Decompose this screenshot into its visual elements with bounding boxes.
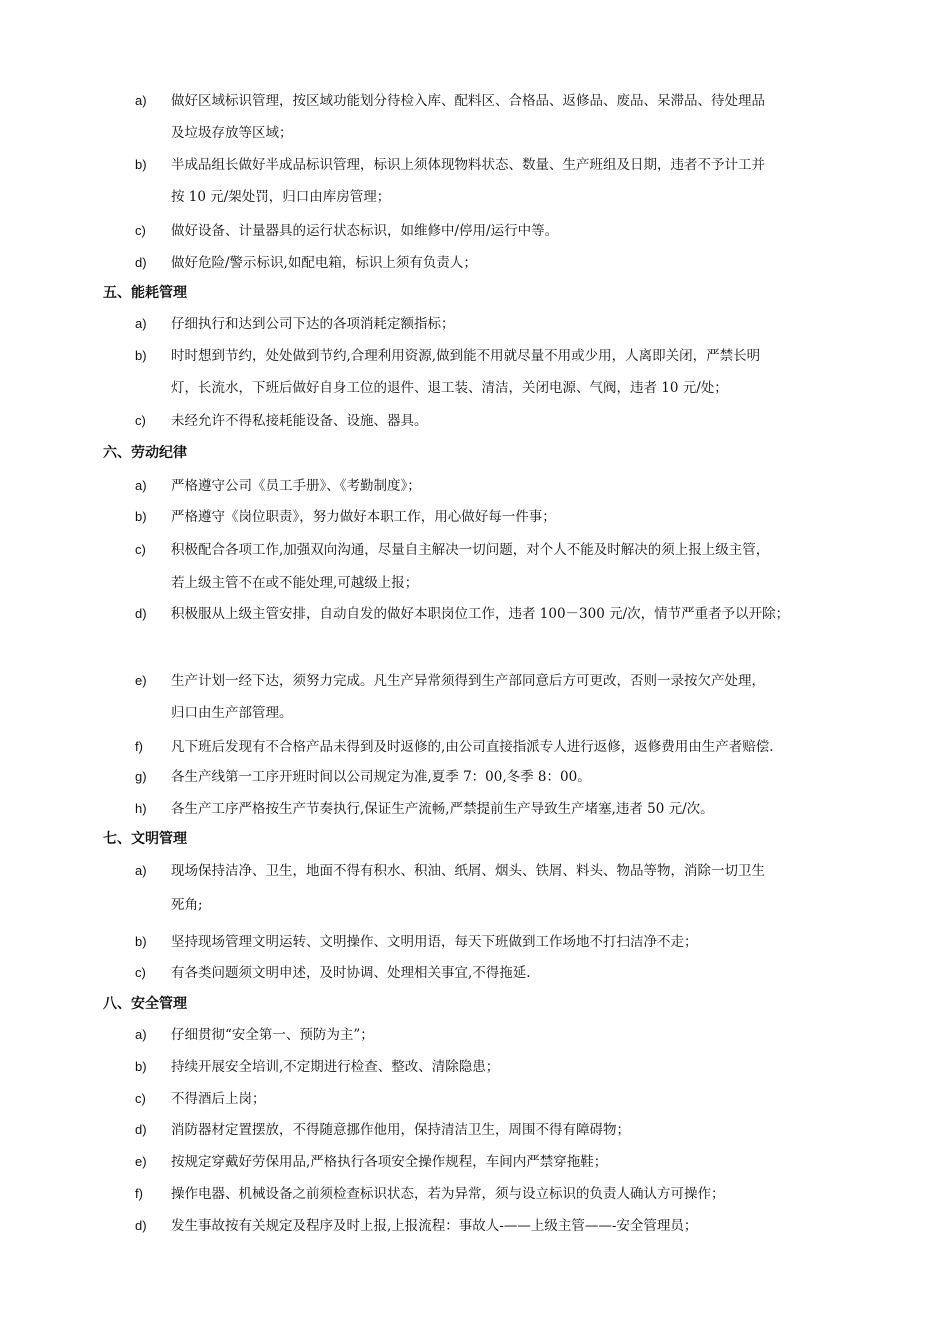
list-item-marker: h) [135,801,147,816]
list-item-text: 做好区域标识管理，按区域功能划分待检入库、配料区、合格品、返修品、废品、呆滞品、待处理品 [171,93,765,109]
list-item-marker: d) [135,1218,147,1233]
list-item-marker: c) [135,223,146,238]
list-item-marker: a) [135,1027,147,1042]
list-item-marker: b) [135,509,147,524]
list-item-text: 持续开展安全培训,不定期进行检查、整改、清除隐患； [171,1059,500,1075]
list-item-marker: a) [135,316,147,331]
list-item-text: 消防器材定置摆放，不得随意挪作他用，保持清洁卫生，周围不得有障碍物； [171,1122,630,1138]
list-item-text: 若上级主管不在或不能处理,可越级上报； [171,575,419,591]
section-heading: 八、安全管理 [103,996,187,1012]
list-item-text: 不得酒后上岗； [171,1091,266,1107]
list-item-text: 有各类问题须文明申述，及时协调、处理相关事宜,不得拖延. [171,965,531,981]
list-item-marker: f) [135,1186,143,1201]
list-item-text: 积极配合各项工作,加强双向沟通，尽量自主解决一切问题，对个人不能及时解决的须上报上级主管， [171,542,770,558]
list-item-marker: b) [135,157,147,172]
list-item-marker: e) [135,673,147,688]
list-item-text: 仔细贯彻“安全第一、预防为主”； [171,1027,374,1043]
list-item-text: 各生产线第一工序开班时间以公司规定为准,夏季 7：00,冬季 8：00。 [171,769,591,785]
list-item-text: 凡下班后发现有不合格产品未得到及时返修的,由公司直接指派专人进行返修，返修费用由生产者赔偿. [171,739,774,755]
list-item-marker: b) [135,1059,147,1074]
list-item-marker: a) [135,93,147,108]
list-item-text: 及垃圾存放等区域； [171,125,293,141]
list-item-text: 归口由生产部管理。 [171,705,293,721]
list-item-text: 生产计划一经下达，须努力完成。凡生产异常须得到生产部同意后方可更改，否则一录按欠产处理， [171,673,765,689]
list-item-marker: a) [135,478,147,493]
list-item-marker: b) [135,934,147,949]
list-item-text: 严格遵守公司《员工手册》、《考勤制度》； [171,478,421,494]
list-item-text: 做好危险/警示标识,如配电箱，标识上须有负责人； [171,255,477,271]
list-item-text: 操作电器、机械设备之前须检查标识状态，若为异常，须与设立标识的负责人确认方可操作； [171,1186,725,1202]
section-heading: 六、劳动纪律 [103,445,187,461]
list-item-text: 积极服从上级主管安排，自动自发的做好本职岗位工作，违者 100－300 元/次，情节严重者予以开除； [171,606,790,622]
list-item-marker: b) [135,348,147,363]
list-item-text: 仔细执行和达到公司下达的各项消耗定额指标； [171,316,455,332]
list-item-text: 半成品组长做好半成品标识管理，标识上须体现物料状态、数量、生产班组及日期，违者不予计工并 [171,157,765,173]
list-item-marker: c) [135,542,146,557]
list-item-text: 现场保持洁净、卫生，地面不得有积水、积油、纸屑、烟头、铁屑、料头、物品等物，消除一切卫生 [171,863,765,879]
section-heading: 七、文明管理 [103,831,187,847]
list-item-text: 严格遵守《岗位职责》，努力做好本职工作，用心做好每一件事； [171,509,556,525]
list-item-text: 各生产工序严格按生产节奏执行,保证生产流畅,严禁提前生产导致生产堵塞,违者 50 元/次。 [171,801,714,817]
list-item-marker: f) [135,739,143,754]
list-item-marker: d) [135,1122,147,1137]
list-item-marker: c) [135,965,146,980]
list-item-marker: d) [135,606,147,621]
list-item-marker: d) [135,255,147,270]
list-item-marker: c) [135,413,146,428]
list-item-text: 时时想到节约，处处做到节约,合理利用资源,做到能不用就尽量不用或少用，人离即关闭，严禁长明 [171,348,761,364]
list-item-text: 灯，长流水，下班后做好自身工位的退件、退工装、清洁，关闭电源、气阀，违者 10 元/处； [171,380,728,396]
section-heading: 五、能耗管理 [103,285,187,301]
list-item-marker: c) [135,1091,146,1106]
list-item-text: 死角; [171,897,203,913]
list-item-marker: e) [135,1154,147,1169]
list-item-text: 做好设备、计量器具的运行状态标识，如维修中/停用/运行中等。 [171,223,559,239]
list-item-marker: g) [135,769,147,784]
list-item-marker: a) [135,863,147,878]
list-item-text: 按 10 元/架处罚，归口由库房管理； [171,189,391,205]
list-item-text: 坚持现场管理文明运转、文明操作、文明用语，每天下班做到工作场地不打扫洁净不走； [171,934,698,950]
list-item-text: 发生事故按有关规定及程序及时上报,上报流程：事故人-——上级主管——-安全管理员； [171,1218,698,1234]
list-item-text: 未经允许不得私接耗能设备、设施、器具。 [171,413,428,429]
list-item-text: 按规定穿戴好劳保用品,严格执行各项安全操作规程，车间内严禁穿拖鞋； [171,1154,608,1170]
